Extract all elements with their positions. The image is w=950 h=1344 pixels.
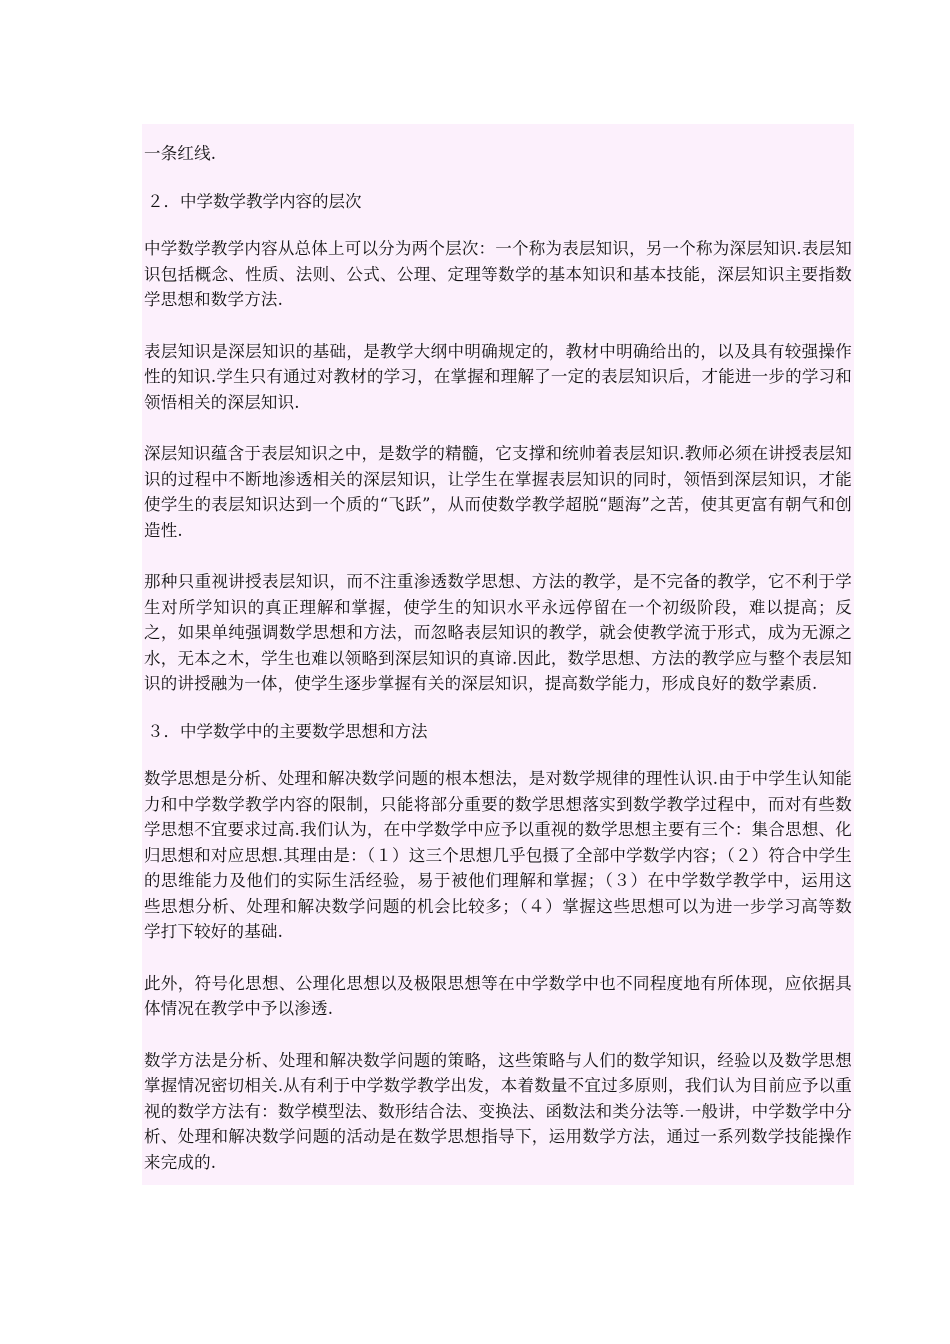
section-3-paragraph: 此外，符号化思想、公理化思想以及极限思想等在中学数学中也不同程度地有所体现，应依据具体情况在教学中予以渗透.	[144, 973, 852, 1018]
section-3-paragraph: 数学方法是分析、处理和解决数学问题的策略，这些策略与人们的数学知识，经验以及数学思想掌握情况密切相关.从有利于中学数学教学出发，本着数量不宜过多原则，我们认为目前应予以重视的数学方法有：数学模型法、数形结合法、变换法、函数法和类分法等.一般讲，中学数学中分析、处理和解决数学问题的活动是在数学思想指导下，运用数学方法，通过一系列数学技能操作来完成的.	[144, 1050, 852, 1172]
section-2-paragraph: 那种只重视讲授表层知识，而不注重渗透数学思想、方法的教学，是不完备的教学，它不利于学生对所学知识的真正理解和掌握，使学生的知识水平永远停留在一个初级阶段，难以提高；反之，如果单纯强调数学思想和方法，而忽略表层知识的教学，就会使教学流于形式，成为无源之水，无本之木，学生也难以领略到深层知识的真谛.因此，数学思想、方法的教学应与整个表层知识的讲授融为一体，使学生逐步掌握有关的深层知识，提高数学能力，形成良好的数学素质.	[144, 572, 852, 693]
section-2-paragraph: 表层知识是深层知识的基础，是教学大纲中明确规定的，教材中明确给出的，以及具有较强操作性的知识.学生只有通过对教材的学习，在掌握和理解了一定的表层知识后，才能进一步的学习和领悟相关的深层知识.	[144, 341, 852, 412]
section-2-heading: ２．中学数学教学内容的层次	[147, 191, 362, 211]
document-text-block	[142, 124, 854, 1185]
intro-line: 一条红线.	[144, 144, 217, 163]
section-3-paragraph: 数学思想是分析、处理和解决数学问题的根本想法，是对数学规律的理性认识.由于中学生认知能力和中学数学教学内容的限制，只能将部分重要的数学思想落实到数学教学过程中，而对有些数学思想不宜要求过高.我们认为，在中学数学中应予以重视的数学思想主要有三个：集合思想、化归思想和对应思想.其理由是：（１）这三个思想几乎包摄了全部中学数学内容；（２）符合中学生的思维能力及他们的实际生活经验，易于被他们理解和掌握；（３）在中学数学教学中，运用这些思想分析、处理和解决数学问题的机会比较多；（４）掌握这些思想可以为进一步学习高等数学打下较好的基础.	[144, 769, 852, 941]
section-2-paragraph: 深层知识蕴含于表层知识之中，是数学的精髓，它支撑和统帅着表层知识.教师必须在讲授表层知识的过程中不断地渗透相关的深层知识，让学生在掌握表层知识的同时，领悟到深层知识，才能使学生的表层知识达到一个质的“飞跃”，从而使数学教学超脱“题海”之苦，使其更富有朝气和创造性.	[144, 444, 852, 540]
section-2-paragraph: 中学数学教学内容从总体上可以分为两个层次：一个称为表层知识，另一个称为深层知识.表层知识包括概念、性质、法则、公式、公理、定理等数学的基本知识和基本技能，深层知识主要指数学思想和数学方法.	[144, 239, 852, 309]
section-3-heading: ３．中学数学中的主要数学思想和方法	[147, 721, 428, 741]
